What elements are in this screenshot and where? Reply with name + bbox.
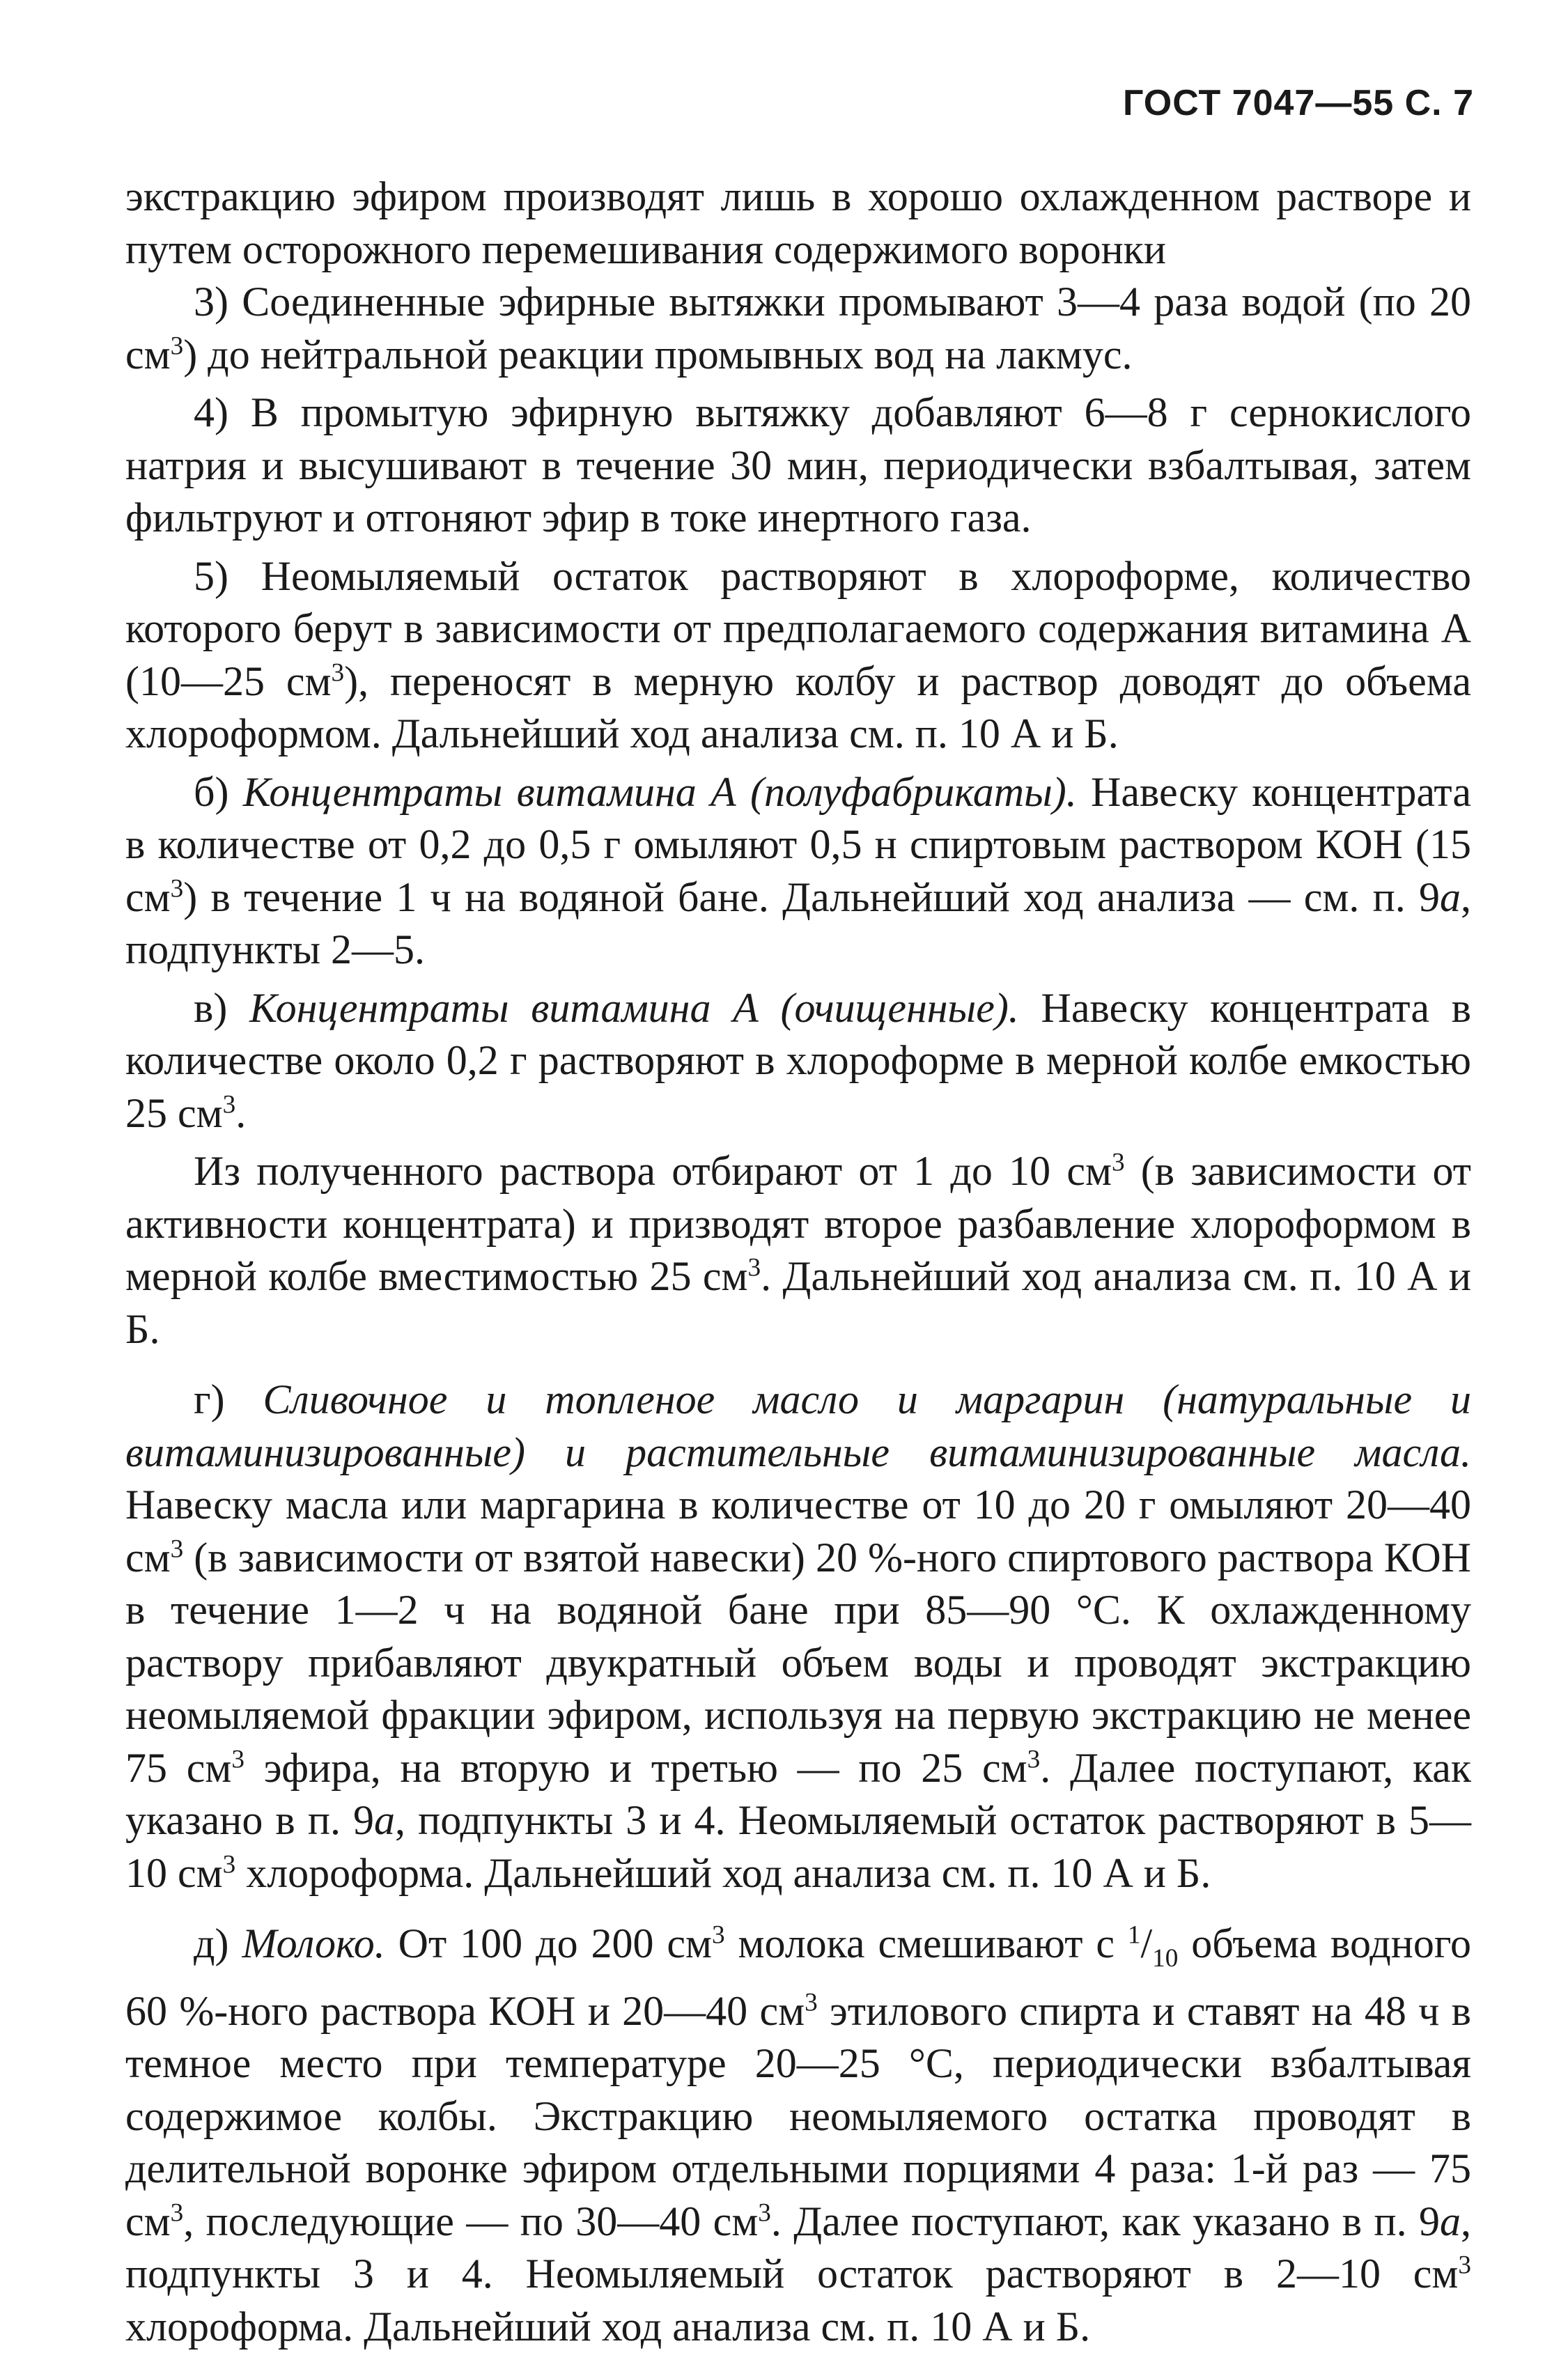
paragraph-text: Навеску масла или маргарина в количестве от 10 до 20 г омыляют 20—40 $см^3$ (в зависимости от взятой навески) 20 %-ного спиртового раствора КОН в течение 1—2 ч на водяной бане при 85—90 °С. К охлажденному раствору прибавляют двукратный объем воды и проводят экстракцию неомыляемой фракции эфиром, используя на первую экстракцию не менее 75 $см^3$ эфира, на вторую и третью — по 25 $см^3$. Далее поступают, как указано в п. 9а, подпункты 3 и 4. Неомыляемый остаток растворяют в 5—10 $см^3$ хлороформа. Дальнейший ход анализа см. п. 10 А и Б. (125, 1482, 1471, 1896)
item-label: б) (194, 768, 229, 815)
paragraph-b-concentrates-semi (125, 766, 1471, 977)
item-title: Концентраты витамина А (очищенные). (249, 984, 1019, 1031)
item-title: Сливочное и топленое масло и маргарин (натуральные и витаминизированные) и растительные витаминизированные масла. (125, 1376, 1472, 1475)
paragraph-text: Навеску концентрата в количестве около 0,2 г растворяют в хлороформе в мерной колбе емкостью 25 $см^3$. (125, 984, 1472, 1136)
paragraph-text: От 100 до 200 $см^3$ молока смешивают с $^1/_{10}$ объема водного 60 %-ного раствора КОН и 20—40 $см^3$ этилового спирта и ставят на 48 ч в темное место при температуре 20—25 °С, периодически взбалтывая содержимое колбы. Экстракцию неомыляемого остатка проводят в делительной воронке эфиром отдельными порциями 4 раза: 1-й раз — 75 $см^3$, последующие — по 30—40 $см^3$. Далее поступают, как указано в п. 9а, подпункты 3 и 4. Неомыляемый остаток растворяют в 2—10 $см^3$ хлороформа. Дальнейший ход анализа см. п. 10 А и Б. (125, 1920, 1472, 2350)
paragraph-text: экстракцию эфиром производят лишь в хорошо охлажденном растворе и путем осторожного перемешивания содержимого воронки (125, 173, 1471, 272)
paragraph-dilution (125, 1145, 1471, 1356)
paragraph-g-butter-margarine (125, 1374, 1471, 1900)
paragraph-step-5 (125, 550, 1471, 761)
item-title: Молоко. (242, 1920, 385, 1966)
fraction: $^1/_{10}$ (1127, 1920, 1179, 1973)
paragraph-text: 5) Неомыляемый остаток растворяют в хлороформе, количество которого берут в зависимости от предполагаемого содержания витамина А (10—25 $см^3$), переносят в мерную колбу и раствор доводят до объема хлороформом. Дальнейший ход анализа см. п. 10 А и Б. (125, 552, 1471, 756)
document-body (125, 171, 1471, 2353)
paragraph-step-3 (125, 276, 1471, 381)
item-label: в) (194, 984, 228, 1031)
item-label: д) (194, 1920, 229, 1966)
paragraph-continuation (125, 171, 1471, 276)
paragraph-step-4 (125, 387, 1471, 545)
paragraph-text: 4) В промытую эфирную вытяжку добавляют 6—8 г сернокислого натрия и высушивают в течение 30 мин, периодически взбалтывая, затем фильтруют и отгоняют эфир в токе инертного газа. (125, 389, 1471, 541)
paragraph-text: Навеску концентрата в количестве от 0,2 до 0,5 г омыляют 0,5 н спиртовым раствором КОН (15 $см^3$) в течение 1 ч на водяной бане. Дальнейший ход анализа — см. п. 9а, подпункты 2—5. (125, 768, 1471, 972)
item-title: Концентраты витамина А (полуфабрикаты). (242, 768, 1077, 815)
paragraph-text: Из полученного раствора отбирают от 1 до 10 $см^3$ (в зависимости от активности концентрата) и призводят второе разбавление хлороформом в мерной колбе вместимостью 25 $см^3$. Дальнейший ход анализа см. п. 10 А и Б. (125, 1148, 1471, 1352)
paragraph-text: 3) Соединенные эфирные вытяжки промывают 3—4 раза водой (по 20 $см^3$) до нейтральной реакции промывных вод на лакмус. (125, 279, 1471, 378)
paragraph-d-milk (125, 1918, 1471, 2353)
item-label: г) (194, 1376, 225, 1422)
page-header: ГОСТ 7047—55 С. 7 (1122, 83, 1474, 123)
paragraph-v-concentrates-purified (125, 982, 1471, 1140)
